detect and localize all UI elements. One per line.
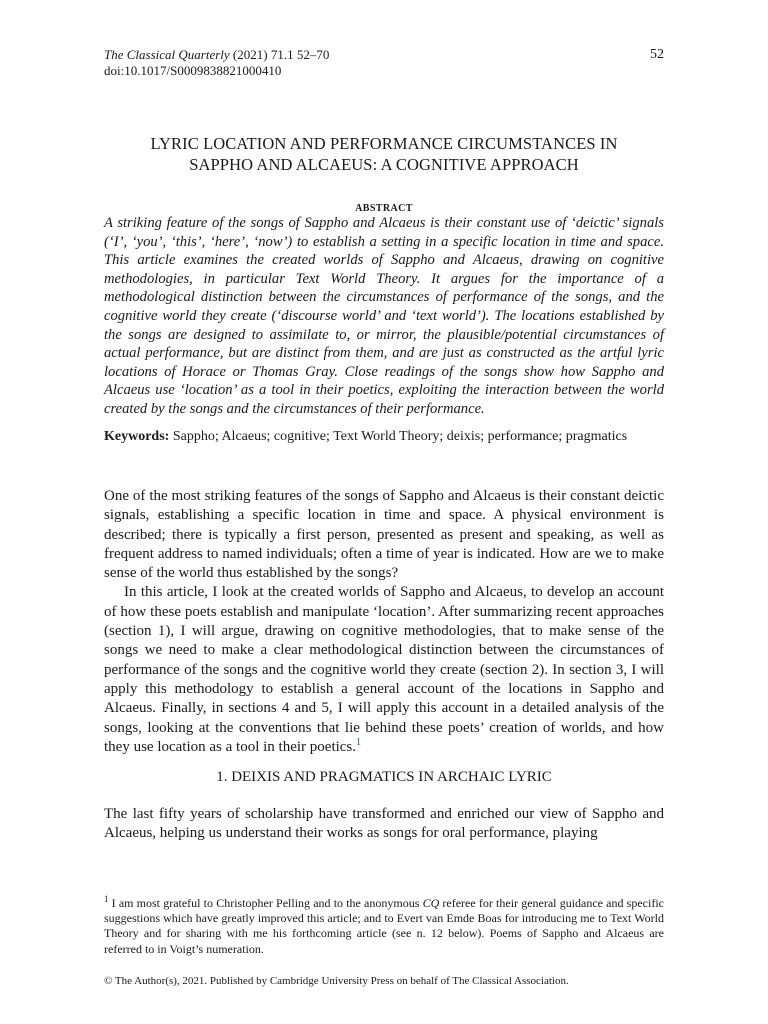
paragraph-3: The last fifty years of scholarship have transformed and enriched our view of Sappho and Alcaeus, helping us understand their works as songs for oral performance, playing <box>104 806 664 842</box>
section-1-body <box>104 805 664 844</box>
footnote-1 <box>104 896 664 957</box>
paragraph-2 <box>104 583 664 757</box>
journal-citation <box>104 47 329 63</box>
journal-issue: (2021) 71.1 52–70 <box>229 47 330 62</box>
page-number: 52 <box>650 47 664 62</box>
journal-header <box>104 47 329 79</box>
keywords-label: Keywords: <box>104 429 170 444</box>
title-line-2: SAPPHO AND ALCAEUS: A COGNITIVE APPROACH <box>189 155 579 174</box>
footnote-text-after: referee for their general guidance and specific suggestions which have greatly improved this article; and to Evert van Emde Boas for introducing me to Text World Theory and for sharing with me his forthcoming article (see n. 12 below). Poems of Sappho and Alcaeus are referred to in Voigt’s numeration. <box>104 896 664 956</box>
journal-name: The Classical Quarterly <box>104 47 230 62</box>
section-heading: 1. DEIXIS AND PRAGMATICS IN ARCHAIC LYRIC <box>216 769 552 785</box>
doi[interactable]: doi:10.1017/S0009838821000410 <box>104 63 282 78</box>
footnote-cq: CQ <box>422 896 440 910</box>
title-line-1: LYRIC LOCATION AND PERFORMANCE CIRCUMSTANCES IN <box>150 134 618 153</box>
footnote-text-before: I am most grateful to Christopher Pelling and to the anonymous <box>108 896 423 910</box>
abstract-heading: ABSTRACT <box>355 203 413 214</box>
keywords <box>104 428 669 446</box>
keywords-list: Sappho; Alcaeus; cognitive; Text World Theory; deixis; performance; pragmatics <box>169 429 628 444</box>
abstract-text: A striking feature of the songs of Sappho and Alcaeus is their constant use of ‘deictic’ signals (‘I’, ‘you’, ‘this’, ‘here’, ‘now’) to establish a setting in a specific location in time and space. This article examines the created worlds of Sappho and Alcaeus, drawing on cognitive methodologies, in particular Text World Theory. It argues for the importance of a methodological distinction between the circumstances of performance of the songs, and the cognitive world they create (‘discourse world’ and ‘text world’). The locations established by the songs are designed to assimilate to, or mirror, the plausible/potential circumstances of actual performance, but are distinct from them, and are just as constructed as the artful lyric locations of Horace or Thomas Gray. Close readings of the songs show how Sappho and Alcaeus use ‘location’ as a tool in their poetics, exploiting the interaction between the world created by the songs and the circumstances of their performance. <box>104 215 664 417</box>
copyright-notice: © The Author(s), 2021. Published by Cambridge University Press on behalf of The Classical Association. <box>104 975 569 987</box>
article-title <box>104 133 664 175</box>
paragraph-1: One of the most striking features of the songs of Sappho and Alcaeus is their constant deictic signals, establishing a specific location in time and space. A physical environment is described; there is typically a first person, presented as present and speaking, as well as frequent address to named individuals; often a time of year is indicated. How are we to make sense of the world thus established by the songs? <box>104 488 664 582</box>
footnote-number: 1 <box>104 894 109 904</box>
paragraph-2-text: In this article, I look at the created worlds of Sappho and Alcaeus, to develop an account of how these poets establish and manipulate ‘location’. After summarizing recent approaches (section 1), I will argue, drawing on cognitive methodologies, that to make sense of the songs we need to make a clear methodological distinction between the circumstances of performance of the songs and the cognitive world they create (section 2). In section 3, I will apply this methodology to establish a general account of the locations in Sappho and Alcaeus. Finally, in sections 4 and 5, I will apply this account in a detailed analysis of the songs, looking at the conventions that lie behind these poets’ creation of worlds, and how they use location as a tool in their poetics. <box>104 584 664 755</box>
footnote-ref-1[interactable]: 1 <box>356 736 362 748</box>
intro-section <box>104 487 664 757</box>
